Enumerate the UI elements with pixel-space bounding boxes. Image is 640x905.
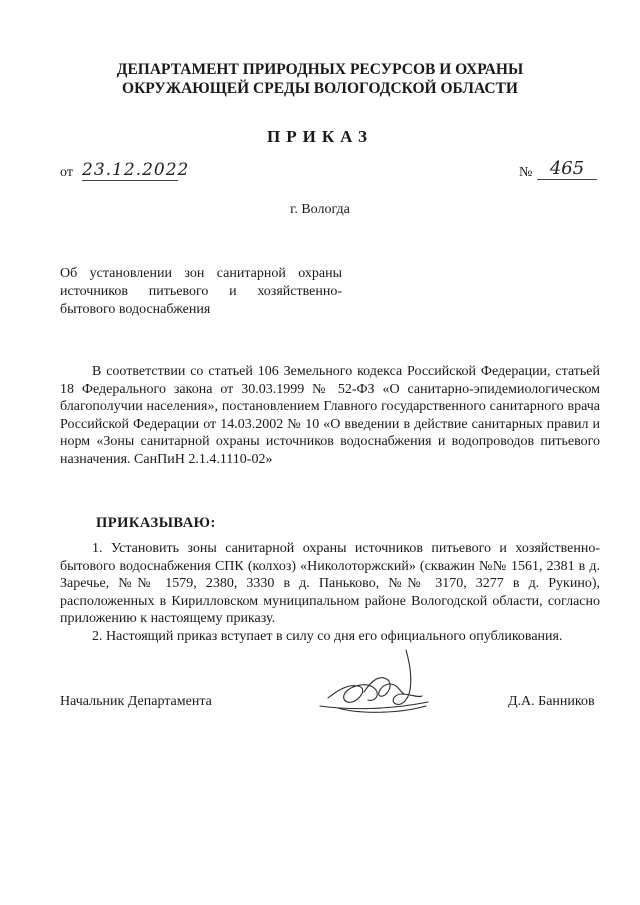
- date-label: от: [60, 165, 73, 180]
- preamble-paragraph: В соответствии со статьей 106 Земельного кодекса Российской Федерации, статьей 18 Федерального закона от 30.03.1999 № 52-ФЗ «О санитарно-эпидемиологическом благополучии населения», постановлением Главного государственного санитарного врача Российской Федерации от 14.03.2002 № 10 «О введении в действие санитарных правил и норм «Зоны санитарной охраны источников водоснабжения и водопроводов питьевого назначения. СанПиН 2.1.4.1110-02»: [60, 364, 600, 467]
- order-subject: Об установлении зон санитарной охраны источников питьевого и хозяйственно-бытового водоснабжения: [60, 266, 342, 317]
- city-line: г. Вологда: [290, 202, 350, 217]
- signatory-title: Начальник Департамента: [60, 694, 212, 709]
- signatory-name: Д.А. Банников: [508, 694, 595, 709]
- handwritten-signature: [318, 640, 438, 720]
- handwritten-number: 465: [537, 158, 597, 180]
- order-heading: ПРИКАЗЫВАЮ:: [96, 515, 216, 531]
- number-label: №: [519, 165, 533, 180]
- document-type-title: ПРИКАЗ: [267, 127, 373, 146]
- organization-header: [0, 60, 640, 98]
- handwritten-date: 23.12.2022: [82, 160, 190, 180]
- org-name-line-2: ОКРУЖАЮЩЕЙ СРЕДЫ ВОЛОГОДСКОЙ ОБЛАСТИ: [122, 80, 518, 97]
- org-name-line-1: ДЕПАРТАМЕНТ ПРИРОДНЫХ РЕСУРСОВ И ОХРАНЫ: [116, 61, 524, 78]
- order-item-2: 2. Настоящий приказ вступает в силу со дня его официального опубликования.: [92, 629, 563, 644]
- order-item-1: 1. Установить зоны санитарной охраны источников питьевого и хозяйственно-бытового водоснабжения СПК (колхоз) «Николоторжский» (скважин №№ 1561, 2381 в д. Заречье, №№ 1579, 2380, 3330 в д. Паньково, №№ 3170, 3277 в д. Рукино), расположенных в Кирилловском муниципальном районе Вологодской области, согласно приложению к настоящему приказу.: [60, 541, 600, 626]
